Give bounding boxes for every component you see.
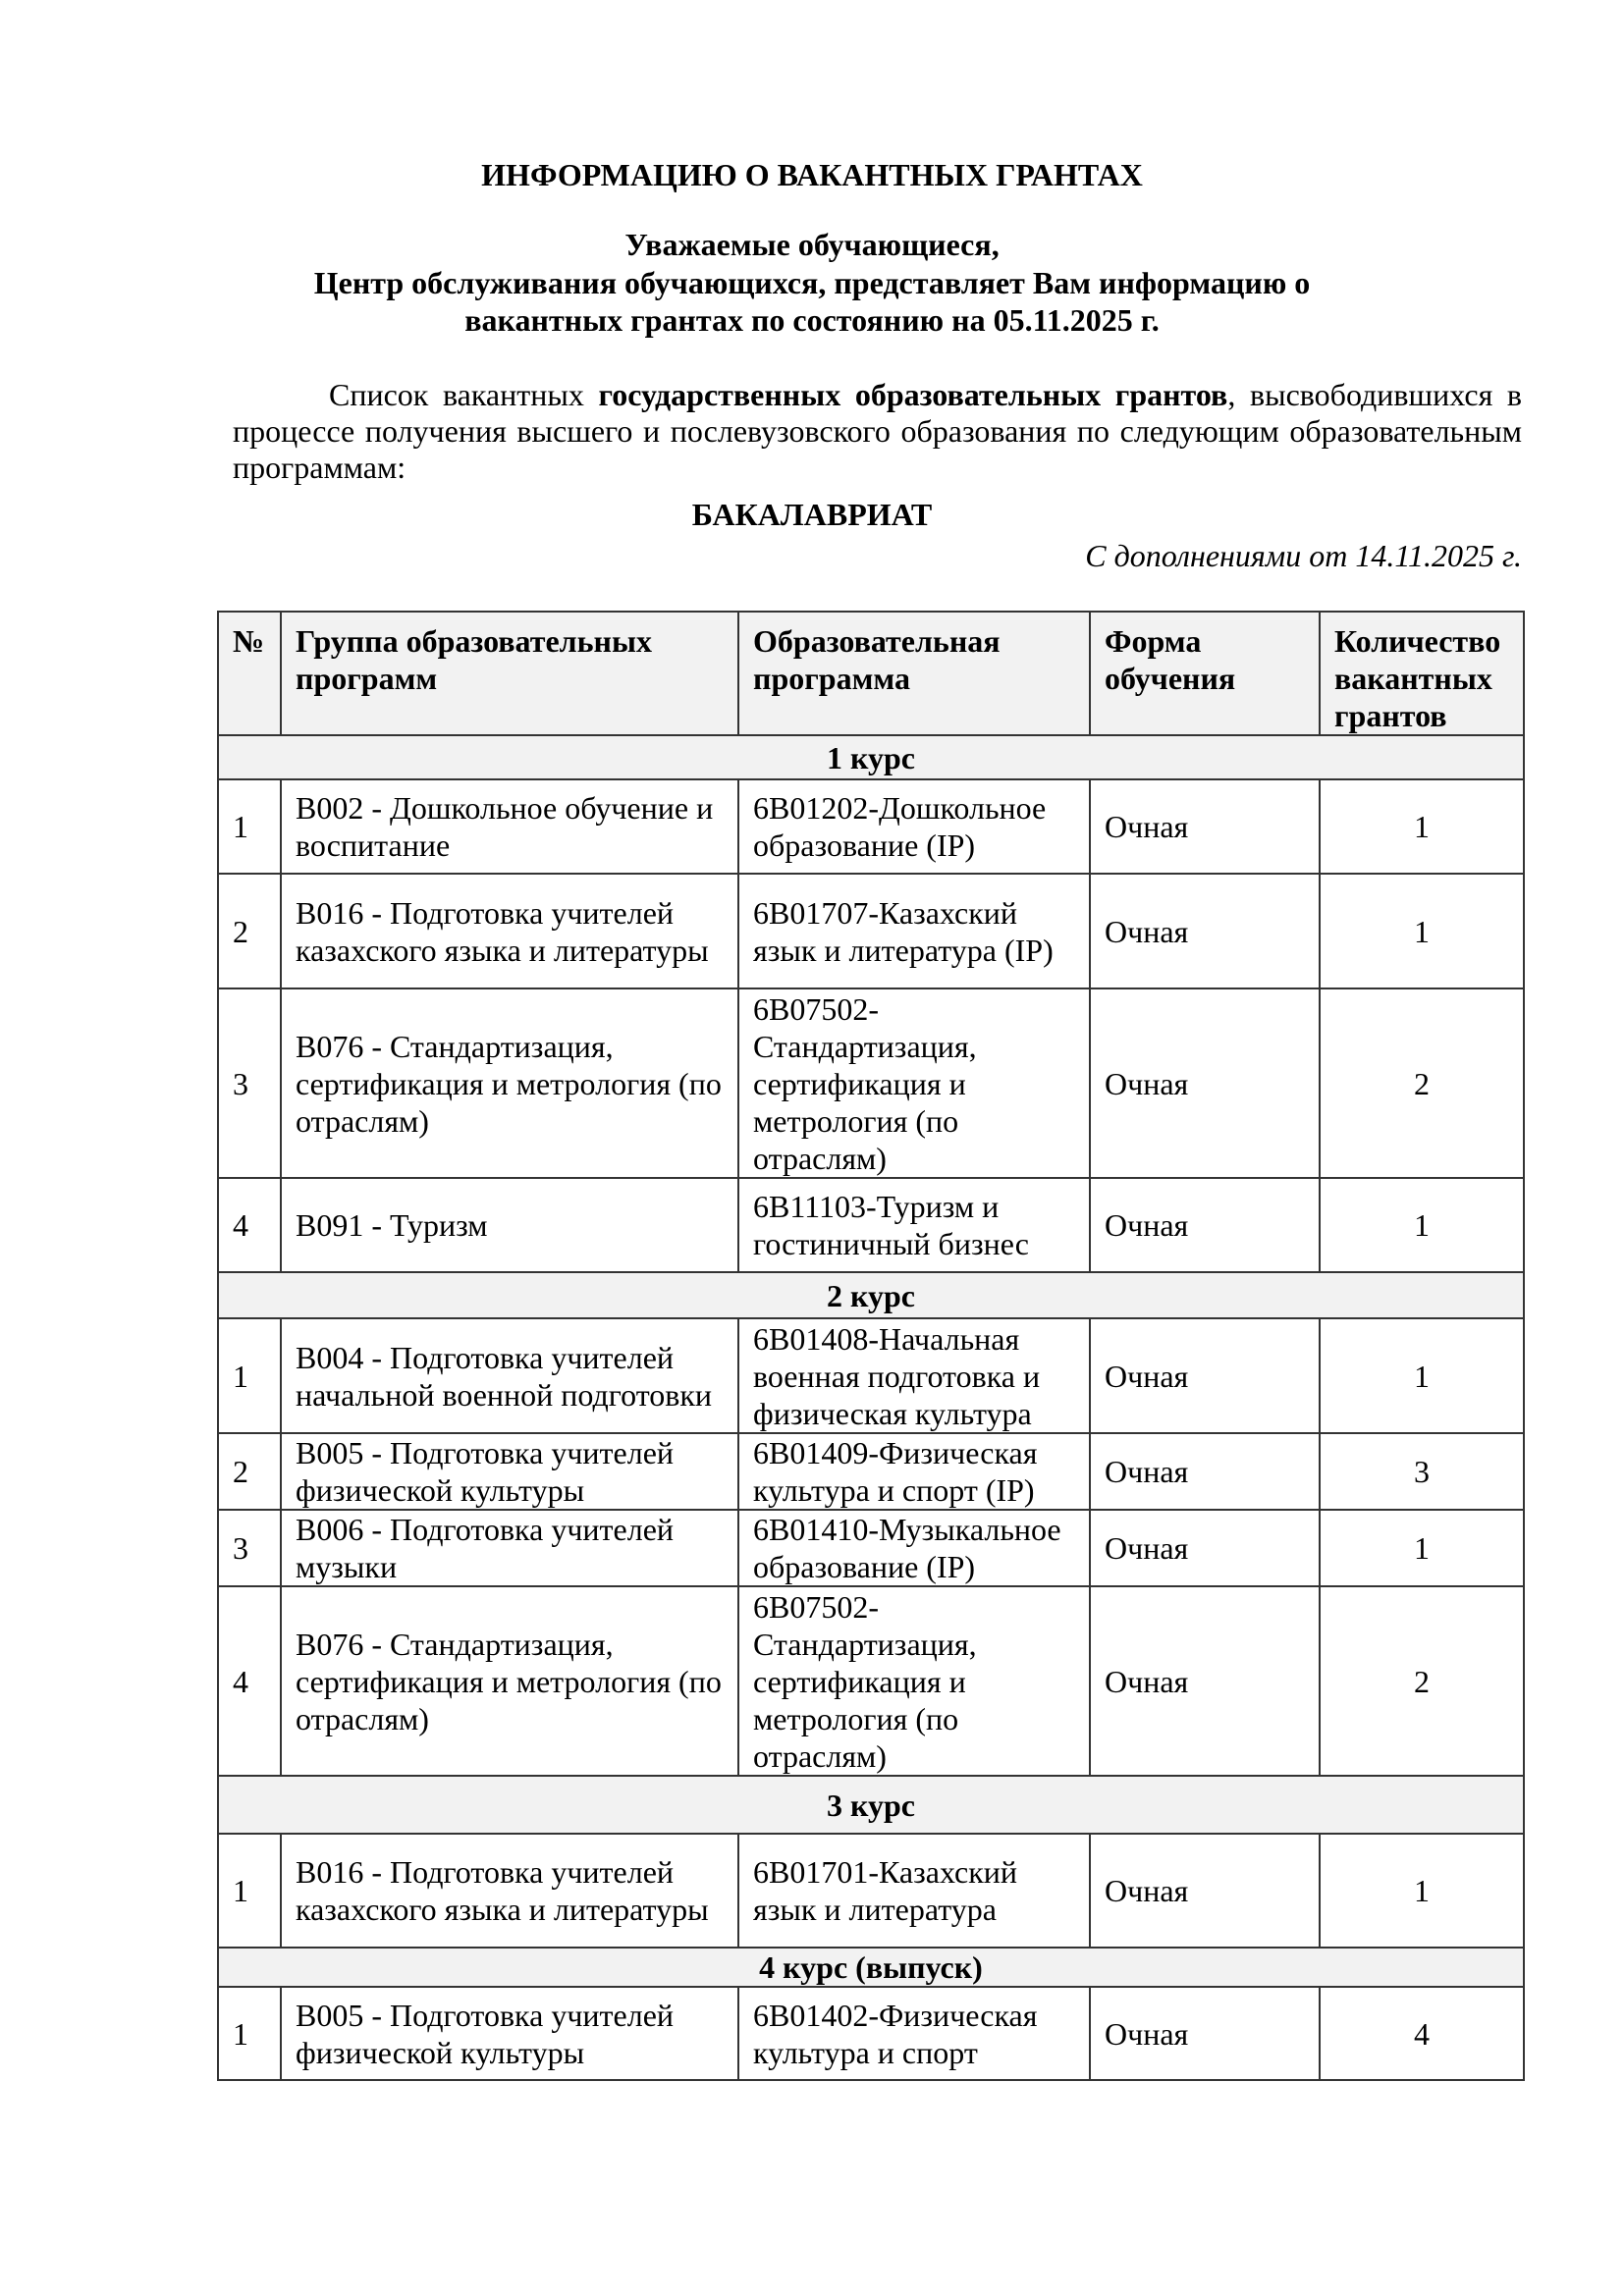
course-section-row	[218, 1776, 1524, 1834]
table-row	[218, 1318, 1524, 1433]
course-section-row	[218, 735, 1524, 779]
table-row	[218, 1987, 1524, 2080]
program-group-cell: B076 - Стандартизация, сертификация и метрология (по отраслям)	[281, 988, 738, 1178]
table-header-row	[218, 612, 1524, 735]
header-program-group: Группа образовательных программ	[281, 612, 738, 735]
study-form-cell: Очная	[1090, 1433, 1320, 1510]
program-cell: 6B01409-Физическая культура и спорт (IP)	[738, 1433, 1090, 1510]
header-program: Образовательная программа	[738, 612, 1090, 735]
study-form-cell: Очная	[1090, 1586, 1320, 1776]
program-cell: 6B01701-Казахский язык и литература	[738, 1834, 1090, 1948]
grant-count-cell: 2	[1320, 1586, 1524, 1776]
table-row	[218, 1834, 1524, 1948]
header-number: №	[218, 612, 281, 735]
program-cell: 6B01410-Музыкальное образование (IP)	[738, 1510, 1090, 1586]
table-body	[218, 735, 1524, 2080]
grant-count-cell: 1	[1320, 779, 1524, 874]
program-group-cell: B005 - Подготовка учителей физической культуры	[281, 1987, 738, 2080]
table-row	[218, 988, 1524, 1178]
addendum-note: С дополнениями от 14.11.2025 г.	[1085, 538, 1522, 573]
table-row	[218, 1433, 1524, 1510]
course-section-label: 4 курс (выпуск)	[218, 1948, 1524, 1987]
study-form-cell: Очная	[1090, 1178, 1320, 1272]
course-section-label: 1 курс	[218, 735, 1524, 779]
intro-text-rest: , высвободившихся в процессе получения высшего и послевузовского образования по следующим образовательным программам:	[233, 377, 1523, 485]
course-section-label: 3 курс	[218, 1776, 1524, 1834]
row-number: 1	[218, 1834, 281, 1948]
program-group-cell: B016 - Подготовка учителей казахского языка и литературы	[281, 1834, 738, 1948]
table-row	[218, 1178, 1524, 1272]
row-number: 4	[218, 1586, 281, 1776]
table-row	[218, 779, 1524, 874]
grant-count-cell: 4	[1320, 1987, 1524, 2080]
study-form-cell: Очная	[1090, 1987, 1320, 2080]
program-cell: 6B07502-Стандартизация, сертификация и метрология (по отраслям)	[738, 988, 1090, 1178]
greeting-line: вакантных грантах по состоянию на 05.11.2025 г.	[464, 302, 1160, 338]
program-cell: 6B01402-Физическая культура и спорт	[738, 1987, 1090, 2080]
study-form-cell: Очная	[1090, 779, 1320, 874]
course-section-row	[218, 1272, 1524, 1318]
intro-bold-text: государственных образовательных грантов	[598, 377, 1228, 412]
header-study-form: Форма обучения	[1090, 612, 1320, 735]
row-number: 4	[218, 1178, 281, 1272]
row-number: 1	[218, 1318, 281, 1433]
grant-count-cell: 1	[1320, 1178, 1524, 1272]
program-group-cell: B091 - Туризм	[281, 1178, 738, 1272]
program-group-cell: B016 - Подготовка учителей казахского языка и литературы	[281, 874, 738, 988]
program-cell: 6B01202-Дошкольное образование (IP)	[738, 779, 1090, 874]
grant-count-cell: 1	[1320, 874, 1524, 988]
greeting-line: Центр обслуживания обучающихся, представляет Вам информацию о	[313, 264, 1311, 300]
course-section-label: 2 курс	[218, 1272, 1524, 1318]
program-cell: 6B07502-Стандартизация, сертификация и метрология (по отраслям)	[738, 1586, 1090, 1776]
greeting-block	[0, 226, 1624, 340]
section-title: БАКАЛАВРИАТ	[691, 497, 933, 532]
greeting-line: Уважаемые обучающиеся,	[624, 227, 1000, 262]
program-cell: 6B01408-Начальная военная подготовка и физическая культура	[738, 1318, 1090, 1433]
intro-text: Список вакантных	[329, 377, 599, 412]
header-grant-count: Количество вакантных грантов	[1320, 612, 1524, 735]
row-number: 3	[218, 1510, 281, 1586]
row-number: 3	[218, 988, 281, 1178]
program-group-cell: B076 - Стандартизация, сертификация и метрология (по отраслям)	[281, 1586, 738, 1776]
program-cell: 6B01707-Казахский язык и литература (IP)	[738, 874, 1090, 988]
study-form-cell: Очная	[1090, 1834, 1320, 1948]
grant-count-cell: 1	[1320, 1510, 1524, 1586]
study-form-cell: Очная	[1090, 874, 1320, 988]
program-group-cell: B002 - Дошкольное обучение и воспитание	[281, 779, 738, 874]
table-row	[218, 874, 1524, 988]
row-number: 2	[218, 1433, 281, 1510]
program-group-cell: B004 - Подготовка учителей начальной военной подготовки	[281, 1318, 738, 1433]
table-row	[218, 1510, 1524, 1586]
grant-count-cell: 2	[1320, 988, 1524, 1178]
row-number: 1	[218, 1987, 281, 2080]
program-group-cell: B006 - Подготовка учителей музыки	[281, 1510, 738, 1586]
row-number: 1	[218, 779, 281, 874]
course-section-row	[218, 1948, 1524, 1987]
study-form-cell: Очная	[1090, 1510, 1320, 1586]
document-title: ИНФОРМАЦИЮ О ВАКАНТНЫХ ГРАНТАХ	[481, 157, 1143, 192]
row-number: 2	[218, 874, 281, 988]
grant-count-cell: 3	[1320, 1433, 1524, 1510]
study-form-cell: Очная	[1090, 988, 1320, 1178]
intro-paragraph	[233, 377, 1522, 486]
study-form-cell: Очная	[1090, 1318, 1320, 1433]
program-cell: 6B11103-Туризм и гостиничный бизнес	[738, 1178, 1090, 1272]
vacant-grants-table	[217, 611, 1525, 2081]
program-group-cell: B005 - Подготовка учителей физической культуры	[281, 1433, 738, 1510]
grant-count-cell: 1	[1320, 1318, 1524, 1433]
table-row	[218, 1586, 1524, 1776]
grant-count-cell: 1	[1320, 1834, 1524, 1948]
